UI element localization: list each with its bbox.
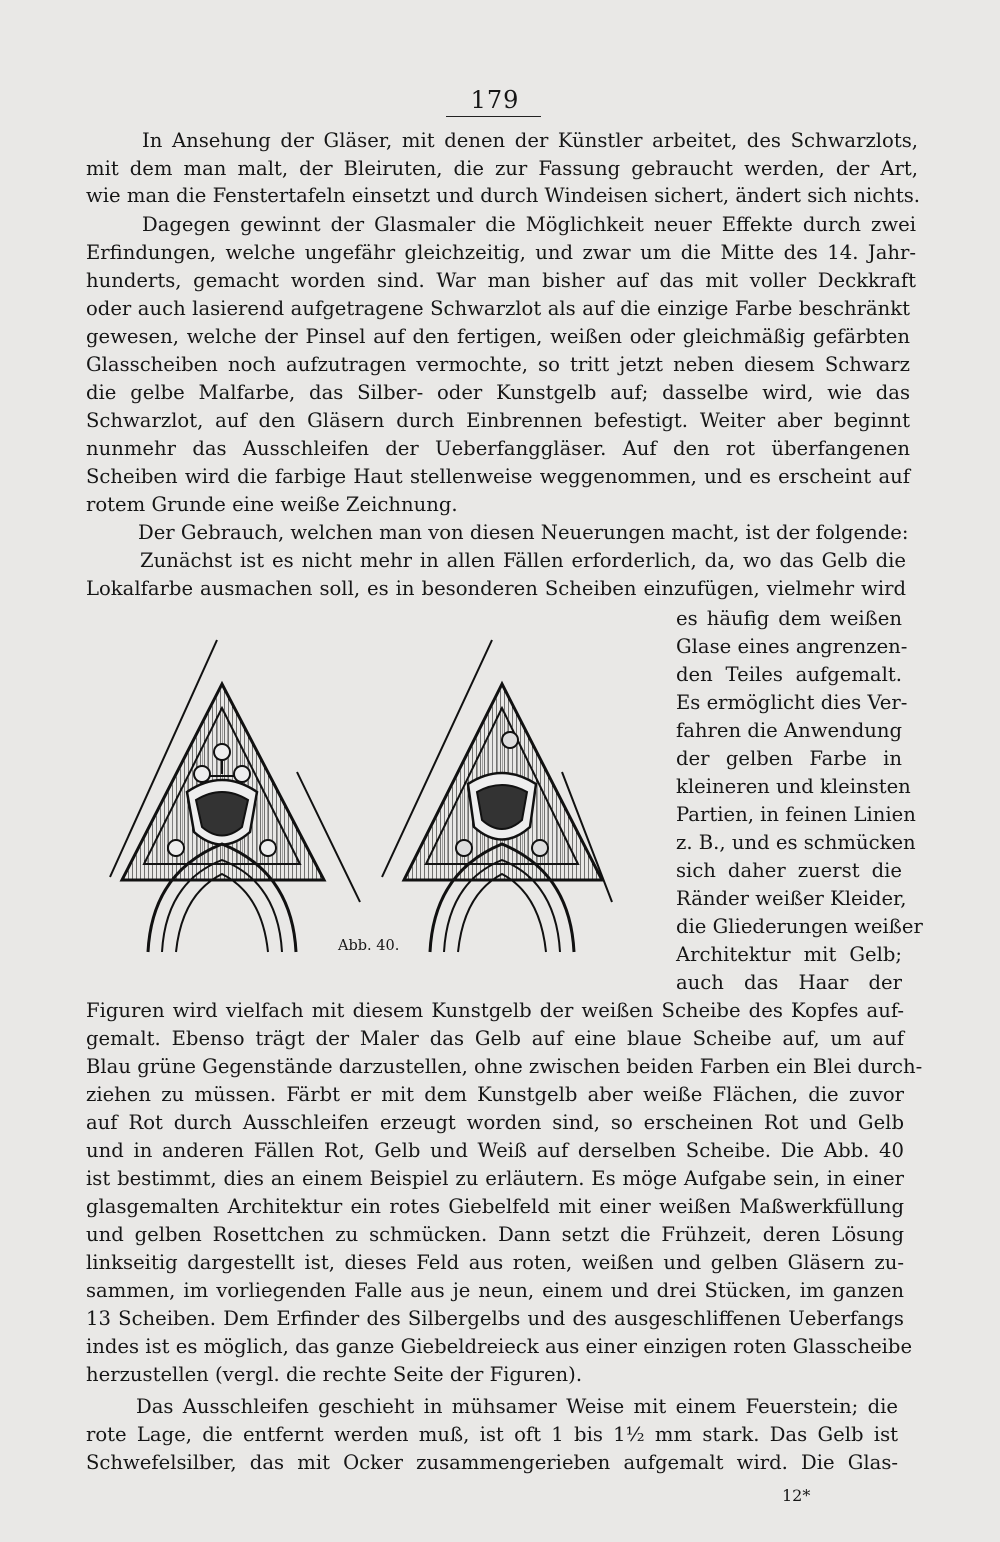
text-line: sammen, im vorliegenden Falle aus je neun, einem und drei Stücken, im ganzen — [86, 1279, 904, 1302]
side-text-line: fahren die Anwendung — [676, 719, 903, 742]
text-line: glasgemalten Architektur ein rotes Giebelfeld mit einer weißen Maßwerkfüllung — [86, 1195, 904, 1218]
text-line: und in anderen Fällen Rot, Gelb und Weiß auf derselben Scheibe. Die Abb. 40 — [86, 1139, 904, 1162]
text-line: mit dem man malt, der Bleiruten, die zur Fassung gebraucht werden, der Art, — [86, 157, 918, 180]
text-line: ziehen zu müssen. Färbt er mit dem Kunstgelb aber weiße Flächen, die zuvor — [86, 1083, 904, 1106]
side-text-line: Glase eines angrenzen- — [676, 635, 908, 658]
text-line: Erfindungen, welche ungefähr gleichzeitig, und zwar um die Mitte des 14. Jahr- — [86, 241, 916, 264]
text-line: auf Rot durch Ausschleifen erzeugt worden sind, so erscheinen Rot und Gelb — [86, 1111, 904, 1134]
text-line: hunderts, gemacht worden sind. War man bisher auf das mit voller Deckkraft — [86, 269, 916, 292]
text-line: und gelben Rosettchen zu schmücken. Dann setzt die Frühzeit, deren Lösung — [86, 1223, 904, 1246]
figure-gables — [92, 612, 660, 962]
side-text-line: Ränder weißer Kleider, — [676, 887, 907, 910]
side-text-line: den Teiles aufgemalt. — [676, 663, 902, 686]
left-gable — [110, 640, 360, 952]
text-line: wie man die Fenstertafeln einsetzt und durch Windeisen sichert, ändert sich nichts. — [86, 184, 921, 207]
signature-mark: 12* — [782, 1486, 811, 1505]
text-line: Der Gebrauch, welchen man von diesen Neuerungen macht, ist der folgende: — [138, 521, 909, 544]
side-text-line: kleineren und kleinsten — [676, 775, 911, 798]
text-line: Figuren wird vielfach mit diesem Kunstgelb der weißen Scheibe des Kopfes auf- — [86, 999, 904, 1022]
side-text-line: die Gliederungen weißer — [676, 915, 923, 938]
side-text-line: der gelben Farbe in — [676, 747, 902, 770]
text-line: 13 Scheiben. Dem Erfinder des Silbergelbs und des ausgeschliffenen Ueberfangs — [86, 1307, 904, 1330]
text-line: Zunächst ist es nicht mehr in allen Fällen erforderlich, da, wo das Gelb die — [140, 549, 906, 572]
text-line: nunmehr das Ausschleifen der Ueberfanggläser. Auf den rot überfangenen — [86, 437, 910, 460]
side-text-line: sich daher zuerst die — [676, 859, 902, 882]
text-line: herzustellen (vergl. die rechte Seite der Figuren). — [86, 1363, 583, 1386]
text-line: Scheiben wird die farbige Haut stellenweise weggenommen, und es erscheint auf — [86, 465, 910, 488]
text-line: Schwefelsilber, das mit Ocker zusammengerieben aufgemalt wird. Die Glas- — [86, 1451, 898, 1474]
text-line: Dagegen gewinnt der Glasmaler die Möglichkeit neuer Effekte durch zwei — [142, 213, 916, 236]
text-line: ist bestimmt, dies an einem Beispiel zu erläutern. Es möge Aufgabe sein, in einer — [86, 1167, 904, 1190]
side-text-line: Es ermöglicht dies Ver- — [676, 691, 908, 714]
page-number-rule — [446, 116, 541, 117]
text-line: linkseitig dargestellt ist, dieses Feld aus roten, weißen und gelben Gläsern zu- — [86, 1251, 904, 1274]
text-line: Glasscheiben noch aufzutragen vermochte, so tritt jetzt neben diesem Schwarz — [86, 353, 910, 376]
text-line: indes ist es möglich, das ganze Giebeldreieck aus einer einzigen roten Glasscheibe — [86, 1335, 913, 1358]
text-line: die gelbe Malfarbe, das Silber- oder Kunstgelb auf; dasselbe wird, wie das — [86, 381, 910, 404]
text-line: Lokalfarbe ausmachen soll, es in besonderen Scheiben einzufügen, vielmehr wird — [86, 577, 906, 600]
text-line: Das Ausschleifen geschieht in mühsamer Weise mit einem Feuerstein; die — [136, 1395, 898, 1418]
text-line: Blau grüne Gegenstände darzustellen, ohne zwischen beiden Farben ein Blei durch- — [86, 1055, 923, 1078]
text-line: rote Lage, die entfernt werden muß, ist oft 1 bis 1½ mm stark. Das Gelb ist — [86, 1423, 898, 1446]
side-text-line: es häufig dem weißen — [676, 607, 902, 630]
side-text-line: z. B., und es schmücken — [676, 831, 916, 854]
text-line: gemalt. Ebenso trägt der Maler das Gelb auf eine blaue Scheibe auf, um auf — [86, 1027, 904, 1050]
page-number: 179 — [470, 86, 520, 114]
text-line: gewesen, welche der Pinsel auf den fertigen, weißen oder gleichmäßig gefärbten — [86, 325, 910, 348]
side-text-line: Partien, in feinen Linien — [676, 803, 916, 826]
right-gable — [382, 640, 612, 952]
side-text-line: auch das Haar der — [676, 971, 902, 994]
text-line: oder auch lasierend aufgetragene Schwarzlot als auf die einzige Farbe beschränkt — [86, 297, 910, 320]
figure-caption: Abb. 40. — [338, 938, 400, 954]
text-line: rotem Grunde eine weiße Zeichnung. — [86, 493, 458, 516]
side-text-line: Architektur mit Gelb; — [676, 943, 902, 966]
text-line: In Ansehung der Gläser, mit denen der Künstler arbeitet, des Schwarzlots, — [142, 129, 918, 152]
text-line: Schwarzlot, auf den Gläsern durch Einbrennen befestigt. Weiter aber beginnt — [86, 409, 910, 432]
